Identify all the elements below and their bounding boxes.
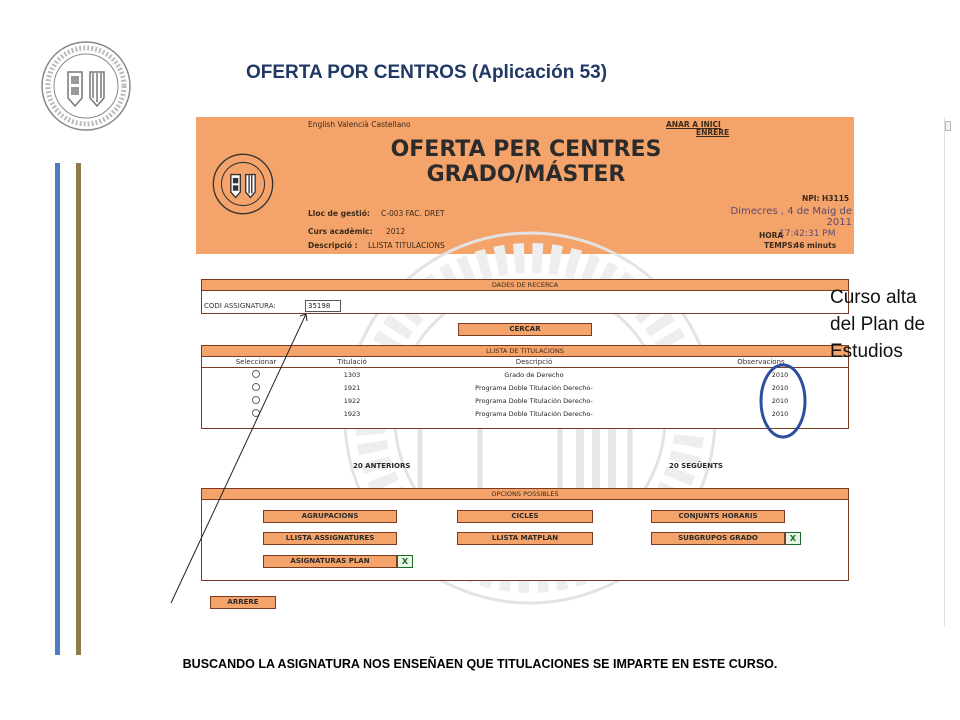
hora-label: HORA <box>759 231 784 240</box>
subgrupos-grado-button[interactable]: SUBGRUPOS GRADO <box>651 532 785 545</box>
decor-bar-blue <box>55 163 60 655</box>
slide-title: OFERTA POR CENTROS (Aplicación 53) <box>246 62 608 83</box>
col-titulacio: Titulació <box>310 357 394 368</box>
excel-export-icon[interactable]: X <box>785 532 801 545</box>
col-observacions: Observacions <box>674 357 848 368</box>
app-page-title: OFERTA PER CENTRES GRADO/MÁSTER <box>390 137 662 187</box>
scrollbar-thumb[interactable] <box>945 121 951 131</box>
scrollbar[interactable] <box>944 117 951 627</box>
titulacions-heading: LLISTA DE TITULACIONS <box>202 346 848 357</box>
temps-value: 46 minuts <box>794 241 837 250</box>
col-descripcio: Descripció <box>394 357 674 368</box>
table-row: 1921 Programa Doble Titulación Derecho- 2010 <box>202 381 848 394</box>
callout-text: Curso alta del Plan de Estudios <box>830 287 926 362</box>
next-page-link[interactable]: 20 SEGÜENTS <box>669 462 723 470</box>
table-row: 1922 Programa Doble Titulación Derecho- 2010 <box>202 394 848 407</box>
header-seal-icon <box>212 153 274 215</box>
curs-value: 2012 <box>386 227 406 236</box>
lloc-value: C-003 FAC. DRET <box>381 209 445 218</box>
options-heading: OPCIONS POSSIBLES <box>202 489 848 500</box>
desc-label: Descripció : <box>308 241 358 250</box>
highlight-ellipse <box>758 362 808 440</box>
search-panel-heading: DADES DE RECERCA <box>202 280 848 291</box>
conjunts-horaris-button[interactable]: CONJUNTS HORARIS <box>651 510 785 523</box>
desc-value: LLISTA TITULACIONS <box>368 241 445 250</box>
table-row: 1303 Grado de Derecho 2010 <box>202 368 848 382</box>
decor-bar-olive <box>76 163 81 655</box>
slide-footer: BUSCANDO LA ASIGNATURA NOS ENSEÑAEN QUE TITULACIONES SE IMPARTE EN ESTE CURSO. <box>182 657 778 671</box>
arrere-button[interactable]: ARRERE <box>210 596 276 609</box>
excel-export-icon[interactable]: X <box>397 555 413 568</box>
temps-label: TEMPS: <box>764 241 796 250</box>
agrupacions-button[interactable]: AGRUPACIONS <box>263 510 397 523</box>
back-link[interactable]: ENRERE <box>696 128 730 137</box>
npi-label: NPI: <box>802 194 820 203</box>
table-row: 1923 Programa Doble Titulación Derecho- 2010 <box>202 407 848 420</box>
codi-assignatura-label: CODI ASSIGNATURA: <box>204 302 276 310</box>
codi-assignatura-input[interactable]: 35198 <box>305 300 341 312</box>
home-link[interactable]: ANAR A INICI <box>666 120 721 129</box>
language-links[interactable]: English Valencià Castellano <box>308 120 411 129</box>
asignaturas-plan-button[interactable]: ASIGNATURAS PLAN <box>263 555 397 568</box>
current-date: Dimecres , 4 de Maig de 2011 <box>730 206 852 228</box>
curs-label: Curs acadèmic: <box>308 227 373 236</box>
prev-page-link[interactable]: 20 ANTERIORS <box>353 462 411 470</box>
npi-value: H3115 <box>822 194 850 203</box>
search-button[interactable]: CERCAR <box>458 323 592 336</box>
cicles-button[interactable]: CICLES <box>457 510 593 523</box>
hora-value: 17:42:31 PM <box>779 229 836 239</box>
llista-matplan-button[interactable]: LLISTA MATPLAN <box>457 532 593 545</box>
lloc-label: Lloc de gestió: <box>308 209 370 218</box>
annotation-arrow <box>160 300 320 610</box>
llista-assignatures-button[interactable]: LLISTA ASSIGNATURES <box>263 532 397 545</box>
university-seal-icon <box>40 40 132 132</box>
col-seleccionar: Seleccionar <box>202 357 310 368</box>
